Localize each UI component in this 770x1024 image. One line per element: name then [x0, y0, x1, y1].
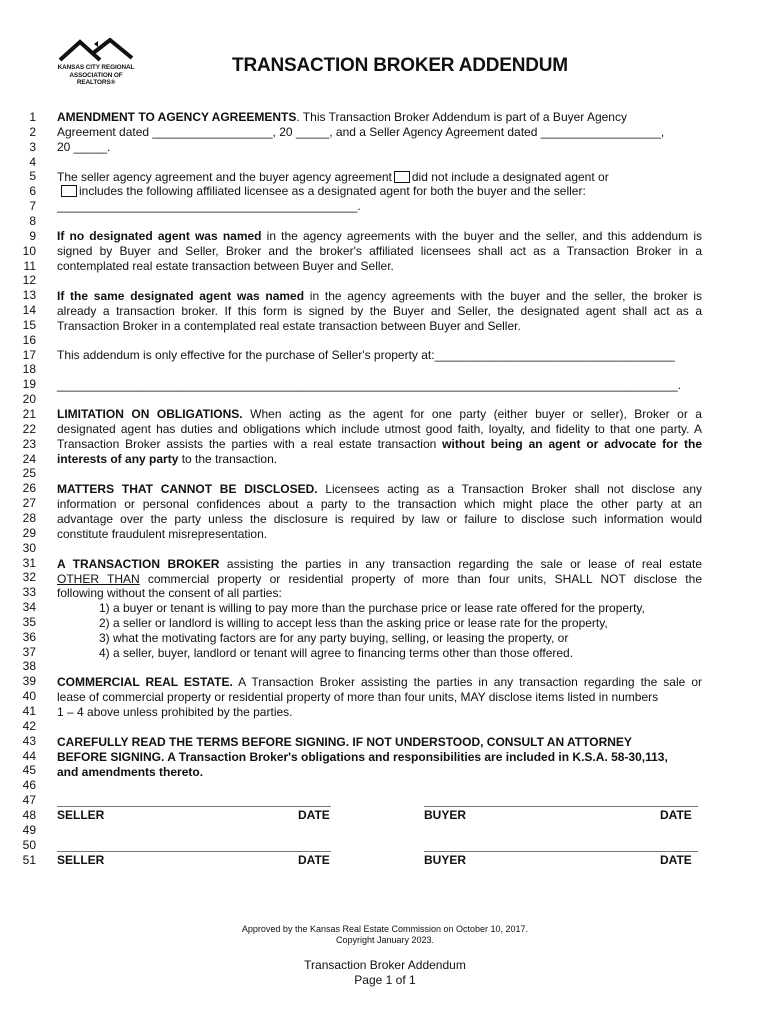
- text: When acting as the agent for one party (either buyer or seller), Broker or a: [242, 407, 702, 421]
- checkbox-designated-agent[interactable]: [61, 185, 77, 197]
- line-number: 9: [29, 228, 36, 243]
- date-label-seller-2: DATE: [298, 853, 330, 867]
- house-roofs-icon: [58, 38, 134, 62]
- bold-text: If the same designated agent was named: [57, 289, 305, 303]
- line-13: [57, 289, 702, 303]
- checkbox-no-designated-agent[interactable]: [394, 171, 410, 183]
- page-number: Page 1 of 1: [354, 973, 416, 987]
- line-number: 31: [22, 555, 36, 570]
- line-number: 25: [22, 466, 36, 481]
- line-number: 14: [22, 303, 36, 317]
- line-10: signed by Buyer and Seller, Broker and the broker's affiliated licensees shall act as a Transaction Broker in a: [57, 244, 702, 258]
- line-number: 6: [29, 184, 36, 199]
- text: The seller agency agreement and the buyer agency agreement: [57, 170, 392, 184]
- bold-text: interests of any party: [57, 452, 179, 466]
- line-44: BEFORE SIGNING. A Transaction Broker's obligations and responsibilities are included in K.S.A. 58-30,113,: [57, 750, 668, 764]
- line-29: constitute fraudulent misrepresentation.: [57, 527, 268, 541]
- line-number: 46: [22, 778, 36, 793]
- text: Licensees acting as a Transaction Broker shall not disclose any: [317, 482, 702, 496]
- line-number: 26: [22, 481, 36, 496]
- line-number: 39: [22, 674, 36, 689]
- buyer-label-1: BUYER: [424, 808, 467, 822]
- line-32: [57, 572, 702, 586]
- line-23: [57, 437, 702, 451]
- bold-text: without being an agent or advocate for the: [442, 437, 703, 451]
- line-number: 40: [22, 689, 36, 704]
- logo-text: [50, 64, 142, 87]
- line-15: Transaction Broker in a contemplated real estate transaction between Buyer and Seller.: [57, 319, 521, 333]
- section-heading: COMMERCIAL REAL ESTATE.: [57, 675, 233, 689]
- approval-note: Approved by the Kansas Real Estate Commission on October 10, 2017.: [241, 924, 529, 934]
- line-26: [57, 482, 702, 496]
- underlined-text: OTHER THAN: [57, 572, 140, 586]
- seller-signature-line-1[interactable]: [57, 806, 331, 807]
- line-number: 11: [23, 258, 36, 273]
- text: A Transaction Broker assisting the parties in any transaction regarding the sale or: [232, 675, 702, 689]
- line-number: 15: [22, 317, 36, 332]
- line-37: 4) a seller, buyer, landlord or tenant will agree to financing terms other than those offered.: [99, 646, 574, 660]
- date-label-buyer-1: DATE: [660, 808, 692, 822]
- line-number: 38: [22, 659, 36, 674]
- text: . This Transaction Broker Addendum is part of a Buyer Agency: [296, 110, 627, 124]
- date-label-buyer-2: DATE: [660, 853, 692, 867]
- line-21: [57, 407, 702, 421]
- line-number: 42: [22, 718, 36, 733]
- logo-line-2: ASSOCIATION OF REALTORS®: [69, 71, 123, 86]
- line-number: 47: [22, 793, 36, 808]
- copyright-note: Copyright January 2023.: [335, 935, 435, 945]
- line-number: 5: [29, 169, 36, 184]
- line-22: designated agent has duties and obligations which include utmost good faith, loyalty, and fidelity to that one party. A: [57, 422, 702, 436]
- text: in the agency agreements with the buyer and the seller, and this addendum is: [261, 229, 702, 243]
- line-5: [57, 170, 609, 184]
- line-19: _____________________________________________________________________________________________.: [57, 378, 681, 392]
- line-number: 16: [22, 332, 36, 347]
- line-number: 13: [22, 288, 36, 303]
- line-45: and amendments thereto.: [57, 765, 204, 779]
- line-number: 22: [22, 421, 36, 436]
- seller-label-1: SELLER: [57, 808, 105, 822]
- line-36: 3) what the motivating factors are for any party buying, selling, or leasing the property, or: [99, 631, 569, 645]
- line-number: 36: [22, 629, 36, 644]
- line-number: 49: [22, 822, 36, 837]
- line-number: 2: [29, 124, 36, 139]
- buyer-signature-line-1[interactable]: [424, 806, 698, 807]
- line-number: 35: [22, 614, 36, 629]
- section-heading: MATTERS THAT CANNOT BE DISCLOSED.: [57, 482, 318, 496]
- buyer-label-2: BUYER: [424, 853, 467, 867]
- seller-label-2: SELLER: [57, 853, 105, 867]
- line-24: [57, 452, 277, 466]
- line-number: 41: [22, 704, 36, 718]
- line-28: advantage over the party unless the disclosure is required by law or failure to disclose such information would: [57, 512, 702, 526]
- line-3: 20 _____.: [57, 140, 111, 154]
- line-number: 30: [22, 540, 36, 555]
- line-number: 43: [22, 733, 36, 748]
- text: in the agency agreements with the buyer and the seller, the broker is: [304, 289, 703, 303]
- section-heading: A TRANSACTION BROKER: [57, 557, 220, 571]
- line-number: 19: [22, 377, 36, 392]
- line-33: following without the consent of all parties:: [57, 586, 282, 600]
- line-number: 48: [22, 807, 36, 822]
- line-43: CAREFULLY READ THE TERMS BEFORE SIGNING. IF NOT UNDERSTOOD, CONSULT AN ATTORNEY: [57, 735, 632, 749]
- line-number: 44: [22, 748, 36, 763]
- page-title: TRANSACTION BROKER ADDENDUM: [232, 55, 568, 76]
- line-number: 12: [22, 273, 36, 288]
- line-40: lease of commercial property or residential property of more than four units, MAY disclose items listed in numbers: [57, 690, 659, 704]
- line-9: [57, 229, 702, 243]
- bold-text: If no designated agent was named: [57, 229, 262, 243]
- section-heading: AMENDMENT TO AGENCY AGREEMENTS: [57, 110, 297, 124]
- line-number: 20: [22, 392, 36, 407]
- line-number: 51: [22, 852, 36, 867]
- line-number: 37: [22, 644, 36, 659]
- line-34: 1) a buyer or tenant is willing to pay more than the purchase price or lease rate offered for the property,: [99, 601, 645, 615]
- line-number: 8: [29, 213, 36, 228]
- line-2: Agreement dated __________________, 20 _____, and a Seller Agency Agreement dated __________________,: [57, 125, 665, 139]
- line-number: 10: [22, 243, 36, 258]
- text: did not include a designated agent or: [411, 170, 609, 184]
- line-number: 3: [29, 139, 36, 154]
- line-39: [57, 675, 702, 689]
- logo-line-1: KANSAS CITY REGIONAL: [57, 64, 135, 71]
- date-label-seller-1: DATE: [298, 808, 330, 822]
- line-number: 24: [22, 451, 36, 466]
- line-number: 17: [22, 347, 36, 362]
- line-14: already a transaction broker. If this form is signed by the Buyer and Seller, the designated agent shall act as a: [57, 304, 702, 318]
- line-17: This addendum is only effective for the purchase of Seller's property at:____________________________________: [57, 348, 675, 362]
- line-number: 28: [22, 510, 36, 525]
- line-number: 29: [22, 525, 36, 540]
- line-number: 27: [22, 496, 36, 511]
- text: includes the following affiliated licensee as a designated agent for both the buyer and the seller:: [79, 184, 586, 198]
- line-number: 1: [29, 110, 36, 124]
- line-27: information or personal confidences about a party to the transaction which might place the other party at an: [57, 497, 702, 511]
- line-11: contemplated real estate transaction between Buyer and Seller.: [57, 259, 394, 273]
- line-number: 34: [22, 600, 36, 614]
- section-heading: LIMITATION ON OBLIGATIONS.: [57, 407, 243, 421]
- line-number: 50: [22, 837, 36, 852]
- line-number: 18: [22, 362, 36, 377]
- line-number: 23: [22, 436, 36, 451]
- text: to the transaction.: [178, 452, 278, 466]
- line-number: 7: [29, 199, 36, 214]
- buyer-signature-line-2[interactable]: [424, 851, 698, 852]
- text: Transaction Broker assists the parties with a real estate transaction: [57, 437, 443, 451]
- text: assisting the parties in any transaction regarding the sale or lease of real estate: [219, 557, 702, 571]
- line-7: _____________________________________________.: [57, 199, 361, 213]
- line-number: 33: [22, 585, 36, 600]
- line-number: 32: [22, 570, 36, 585]
- form-name: Transaction Broker Addendum: [304, 958, 466, 972]
- text: commercial property or residential property of more than four units, SHALL NOT disclose the: [139, 572, 702, 586]
- line-31: [57, 557, 702, 571]
- line-number: 4: [29, 154, 36, 169]
- seller-signature-line-2[interactable]: [57, 851, 331, 852]
- line-number: 45: [22, 763, 36, 778]
- line-35: 2) a seller or landlord is willing to accept less than the asking price or lease rate for the property,: [99, 616, 608, 630]
- line-6: [59, 184, 586, 198]
- line-number: 21: [22, 407, 36, 421]
- line-1: [57, 110, 627, 124]
- kcrar-logo: [50, 38, 142, 94]
- line-41: 1 – 4 above unless prohibited by the parties.: [57, 705, 293, 719]
